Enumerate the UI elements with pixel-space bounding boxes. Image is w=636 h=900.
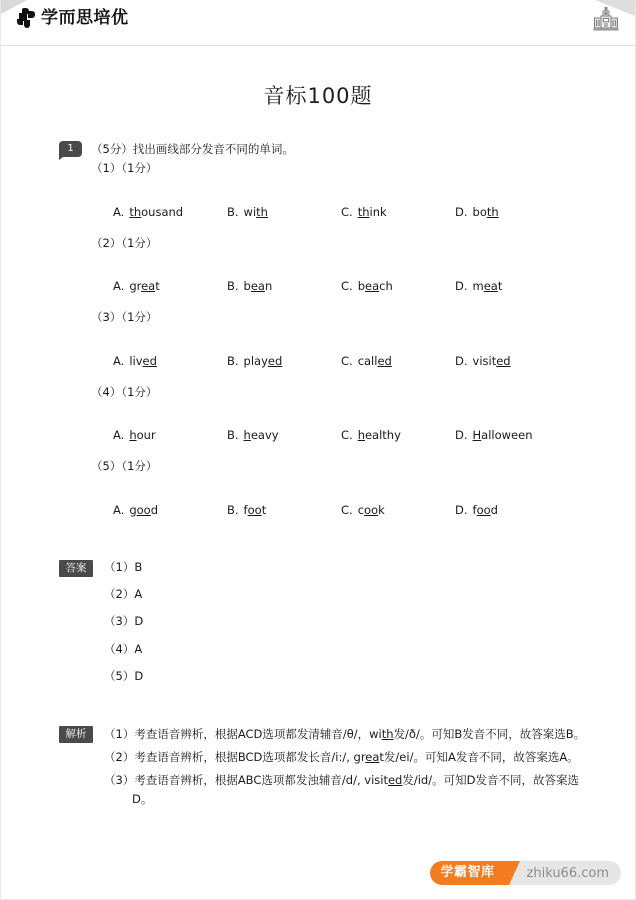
- watermark-url: zhiku66.com: [526, 865, 609, 881]
- page-header: [1, 0, 635, 46]
- answer-line: （1）B: [104, 559, 143, 574]
- option-row-2: [59, 278, 591, 295]
- sub-question-label-1: （1）（1分）: [91, 161, 158, 176]
- analysis-item: （2）考查语音辨析，根据BCD选项都发长音/i:/, great发/ei/。可知A发音不同，故答案选A。: [104, 749, 579, 764]
- option-item[interactable]: C. think: [341, 204, 387, 219]
- option-row-1: [59, 204, 591, 221]
- answer-line: （4）A: [104, 641, 143, 656]
- option-item[interactable]: A. hour: [113, 428, 156, 442]
- page-title: 音标100题: [263, 84, 373, 108]
- option-item[interactable]: B. bean: [227, 279, 273, 293]
- option-item[interactable]: B. foot: [227, 502, 267, 517]
- answer-line: （2）A: [104, 587, 143, 601]
- option-item[interactable]: D. both: [455, 204, 499, 219]
- brand-logo-text: 学而思培优: [41, 8, 129, 28]
- question-stem: （5分）找出画线部分发音不同的单词。: [91, 142, 294, 156]
- watermark-brand: 学霸智库: [430, 861, 509, 885]
- option-item[interactable]: C. healthy: [341, 428, 401, 442]
- question-header: [59, 140, 591, 158]
- option-item[interactable]: C. cook: [341, 502, 385, 517]
- school-building-icon: [593, 6, 619, 36]
- brand-logo: [17, 8, 129, 29]
- answer-line: （3）D: [104, 614, 144, 629]
- analysis-badge: 解析: [59, 726, 93, 743]
- question-block: [59, 140, 591, 519]
- option-item[interactable]: C. beach: [341, 279, 393, 293]
- answer-line: （5）D: [104, 668, 144, 683]
- option-item[interactable]: B. heavy: [227, 428, 279, 442]
- analysis-list: [104, 725, 591, 813]
- option-item[interactable]: C. called: [341, 353, 392, 368]
- option-item[interactable]: A. lived: [113, 353, 157, 368]
- option-item[interactable]: B. played: [227, 353, 283, 368]
- sub-question-label-3: （3）（1分）: [91, 310, 158, 325]
- option-item[interactable]: D. visited: [455, 353, 511, 368]
- footer-watermark: [430, 861, 622, 885]
- answer-badge: 答案: [59, 560, 93, 577]
- analysis-section: [59, 725, 591, 813]
- document-content: [1, 140, 635, 813]
- answer-list: [104, 559, 591, 685]
- option-item[interactable]: A. great: [113, 279, 160, 293]
- option-item[interactable]: B. with: [227, 204, 268, 219]
- sub-question-label-4: （4）（1分）: [91, 384, 158, 399]
- sub-question-label-5: （5）（1分）: [91, 459, 158, 474]
- option-row-3: [59, 353, 591, 370]
- analysis-item: （3）考查语音辨析，根据ABC选项都发浊辅音/d/, visited发/id/。可知D发音不同，故答案选D。: [104, 772, 579, 806]
- answer-section: [59, 559, 591, 685]
- puzzle-piece-icon: [17, 8, 36, 29]
- option-item[interactable]: A. good: [113, 502, 159, 517]
- option-row-4: [59, 427, 591, 444]
- analysis-item: （1）考查语音辨析，根据ACD选项都发清辅音/θ/，with发/ð/。可知B发音不同，故答案选B。: [104, 727, 586, 741]
- option-item[interactable]: D. meat: [455, 279, 503, 293]
- sub-question-label-2: （2）（1分）: [91, 235, 158, 250]
- option-item[interactable]: D. food: [455, 502, 498, 517]
- question-number-badge: 1: [59, 141, 82, 157]
- option-item[interactable]: A. thousand: [113, 204, 184, 219]
- option-row-5: [59, 502, 591, 519]
- option-item[interactable]: D. Halloween: [455, 428, 533, 442]
